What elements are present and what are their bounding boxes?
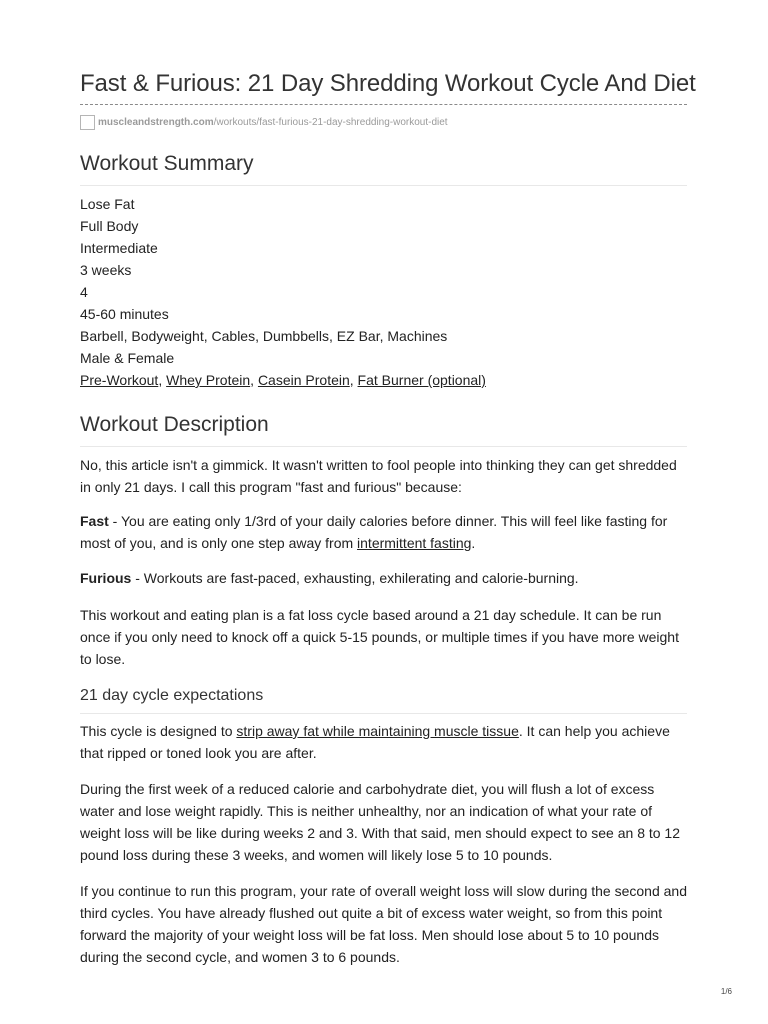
fast-text: - You are eating only 1/3rd of your daily calories before dinner. This will feel like fasting for most of you, and is only one step away from (80, 513, 668, 551)
supplement-separator: , (158, 372, 167, 388)
expectations-text: This cycle is designed to (80, 723, 237, 739)
intermittent-fasting-link[interactable]: intermittent fasting (357, 535, 472, 551)
description-fast (80, 510, 687, 554)
summary-days-per-week: 4 (80, 284, 88, 300)
document-title: Fast & Furious: 21 Day Shredding Workout Cycle And Diet (80, 70, 696, 97)
supplement-separator: , (250, 372, 258, 388)
expectations-text-end: . It can help you achieve that ripped or toned look you are after. (80, 723, 670, 761)
supplement-link-casein-protein[interactable]: Casein Protein (257, 372, 350, 388)
summary-time-per-workout: 45-60 minutes (80, 306, 169, 322)
supplement-link-pre-workout[interactable]: Pre-Workout (80, 372, 159, 388)
fast-text-end: . (471, 535, 476, 551)
summary-equipment: Barbell, Bodyweight, Cables, Dumbbells, EZ Bar, Machines (80, 328, 448, 344)
section-divider (80, 185, 687, 186)
description-intro: No, this article isn't a gimmick. It wasn't written to fool people into thinking they can get shredded in only 21 days. I call this program "fast and furious" because: (80, 457, 677, 495)
page-number: 1/6 (720, 987, 732, 996)
fast-term: Fast (80, 513, 109, 529)
description-plan: This workout and eating plan is a fat loss cycle based around a 21 day schedule. It can be run once if you only need to knock off a quick 5-15 pounds, or multiple times if you have more weight to lose. (80, 607, 679, 667)
workout-description-heading: Workout Description (80, 413, 269, 436)
favicon-icon (80, 115, 95, 130)
supplement-link-whey-protein[interactable]: Whey Protein (166, 372, 251, 388)
source-url[interactable] (80, 113, 448, 131)
supplement-link-fat-burner[interactable]: Fat Burner (optional) (357, 372, 486, 388)
strip-fat-link[interactable]: strip away fat while maintaining muscle tissue (236, 723, 519, 739)
summary-level: Intermediate (80, 240, 158, 256)
section-divider (80, 713, 687, 714)
workout-summary-heading: Workout Summary (80, 152, 254, 175)
furious-term: Furious (80, 570, 132, 586)
summary-type: Full Body (80, 218, 139, 234)
summary-duration: 3 weeks (80, 262, 132, 278)
cycle-expectations-heading: 21 day cycle expectations (80, 687, 264, 704)
supplement-separator: , (349, 372, 358, 388)
expectations-later-cycles: If you continue to run this program, your rate of overall weight loss will slow during the second and third cycles. You have already flushed out quite a bit of excess water weight, so from this point forward the majority of your weight loss will be fat loss. Men should lose about 5 to 10 pounds during the second cycle, and women 3 to 6 pounds. (80, 883, 687, 965)
source-path: /workouts/fast-furious-21-day-shredding-workout-diet (213, 116, 448, 128)
summary-target-gender: Male & Female (80, 350, 175, 366)
section-divider (80, 446, 687, 447)
expectations-intro (80, 720, 687, 764)
description-furious (80, 567, 687, 589)
workout-summary-list (80, 193, 687, 391)
furious-text: - Workouts are fast-paced, exhausting, exhilerating and calorie-burning. (131, 570, 579, 586)
title-divider (80, 104, 687, 105)
summary-goal: Lose Fat (80, 196, 135, 212)
summary-supplements (80, 369, 687, 391)
source-domain: muscleandstrength.com (98, 116, 214, 128)
expectations-first-week: During the first week of a reduced calorie and carbohydrate diet, you will flush a lot of excess water and lose weight rapidly. This is neither unhealthy, nor an indication of what your rate of weight loss will be like during weeks 2 and 3. With that said, men should expect to see an 8 to 12 pound loss during these 3 weeks, and women will likely lose 5 to 10 pounds. (80, 781, 681, 863)
